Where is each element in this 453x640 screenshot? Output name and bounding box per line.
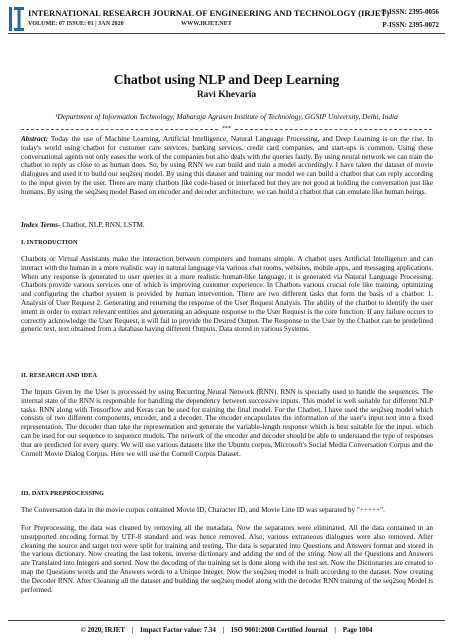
author-affiliation: ¹Department of Information Technology, Maharaja Agrasen Institute of Technology, GGSIP University, Delhi, India — [55, 112, 398, 121]
paper-title: Chatbot using NLP and Deep Learning — [113, 72, 340, 87]
page-footer: © 2020, IRJET | Impact Factor value: 7.34 | ISO 9001:2008 Certified Journal | Page 1004 — [80, 627, 373, 634]
abstract-text: Today the use of Machine Learning, Artificial Intelligence, Natural Language Processing, and Deep Learning is on the rise. In today's world using chatbot for customer care services, banking services, credit card companies, and start-ups is common. Using these conversational agents not only eases the work of the companies but also deals with the queries fastly. By using neural network we can train the chatbot to reply as close to as human does. So, by using RNN we can build and train a model accordingly. I have taken the dataset of movie dialogues and used it to build our seq2seq model. By using this dataset and training our model we can build a chatbot that can reply according to the input given by the user. There are many chatbots like code-based or interfaced but they are not good at holding the conversation just like humans. By using the seq2seq model Based on encoder and decoder architecture, we can build a chatbot that can emulate like human beings. — [21, 135, 433, 196]
index-terms-text: Chatbot, NLP, RNN, LSTM. — [60, 221, 145, 229]
section-heading: II. RESEARCH AND IDEA — [21, 372, 98, 379]
p-issn: P-ISSN: 2395-0072 — [382, 21, 439, 29]
abstract-label: Abstract: — [21, 135, 49, 143]
abstract-separator — [21, 126, 432, 132]
journal-header — [0, 0, 453, 62]
irjet-logo-icon — [8, 4, 25, 34]
section-paragraph: The Inputs Given by the User is processed by using Recurring Neural Network (RNN). RNN is specially used to handle the sequences. The internal state of the RNN is responsible for handling the dependency between successive inputs. This model is well suitable for different NLP tasks. RNN along with Tensorflow and Keras can be used for training the final model. For the Chatbot, I have used the seq2seq model which consists of two different components, encoder, and a decoder. The encoder encapsulates the information of the user's input text into a fixed representation. The decoder than take the representation and generate the variable-length response which is best suitable for the input. which can be used for our sequence to sequence models. The network of the encoder and decoder should be able to understand the type of responses that are predicted for every query. We will use various datasets like the Ubuntu corpus, Microsoft's Social Media Conversation Corpus and the Cornell Movie Dialog Corpus. Here we will use the Cornell Corpus Dataset. — [21, 388, 433, 458]
section-paragraph: The Conversation data in the movie corpus contained Movie ID, Character ID, and Movie Line ID was separated by "+++++". — [21, 506, 385, 514]
footer-impact-factor: Impact Factor value: 7.34 — [140, 627, 216, 634]
volume-issue: VOLUME: 07 ISSUE: 01 | JAN 2020 — [28, 21, 124, 27]
e-issn: E-ISSN: 2395-0056 — [382, 8, 439, 16]
header-divider — [8, 33, 445, 34]
abstract — [21, 135, 433, 197]
footer-copyright: © 2020, IRJET — [80, 627, 125, 634]
journal-title: INTERNATIONAL RESEARCH JOURNAL OF ENGINEERING AND TECHNOLOGY (IRJET) — [28, 8, 390, 18]
index-terms-label: Index Terms- — [21, 221, 61, 229]
section-heading: III. DATA PREPROCESSING — [21, 490, 105, 497]
journal-website: WWW.IRJET.NET — [181, 21, 232, 27]
footer-page-number: Page 1004 — [342, 627, 373, 634]
section-heading: I. INTRODUCTION — [21, 239, 78, 246]
section-paragraph: Chatbots or Virtual Assistants make the interaction between computers and humans simple. A chatbot uses Artificial Intelligence and can interact with the human in a more realistic way in natural language via various chat rooms, websites, mobile apps, and messaging applications. When any response is generated to user queries in a more realistic human-like language, it is generated via Natural Language Processing. Chatbots provide various services one of which is improving customer experience. In Chatbots various crucial role like training, optimizing and configuring the chatbot system is provided by human intervention. There are two different tasks that form the basis of a chatbot: 1. Analysis of User Request 2. Generating and returning the response of the User Request Analysis. The ability of the chatbot to identify the user intent in order to extract relevant entities and generating an adequate response to the User Request is the core function. If any failure occurs to correctly acknowledge the User Request, it will fail to provide the Desired Output. The Response to the User by the Chatbot can be predefined generic text, text obtained from a database having different Outputs, Data stored in various Systems. — [21, 255, 433, 334]
section-paragraph: For Preprocessing, the data was cleaned by removing all the metadata. Now the separators were eliminated. All the data contained in an unsupported encoding format by UTF-8 standard and was hence removed. Also, various extraneous dialogues were also removed. After cleaning the source and target text were split for training and testing. The data is separated into Questions and Answers format and stored in the various dictionary. Now creating the last tokens, inverse dictionary and adding the end of the string. Now all the Questions and Answers are Translated into Integers and sorted. Now the decoding of the training set is done along with the test set. Now the Dictionaries are created to map the Questions words and the Answers words to a Unique Integer. Now the seq2seq model is built according to the dataset. Now creating the Decoder RNN. After Cleaning all the dataset and building the seq2seq model along with the decoder RNN training of the seq2seq Model is performed. — [21, 524, 433, 594]
separator-stars: *** — [222, 126, 231, 132]
index-terms — [21, 221, 433, 230]
author-name: Ravi Khevaria — [196, 90, 257, 100]
footer-divider — [8, 620, 445, 621]
footer-iso: ISO 9001:2008 Certified Journal — [231, 627, 328, 634]
